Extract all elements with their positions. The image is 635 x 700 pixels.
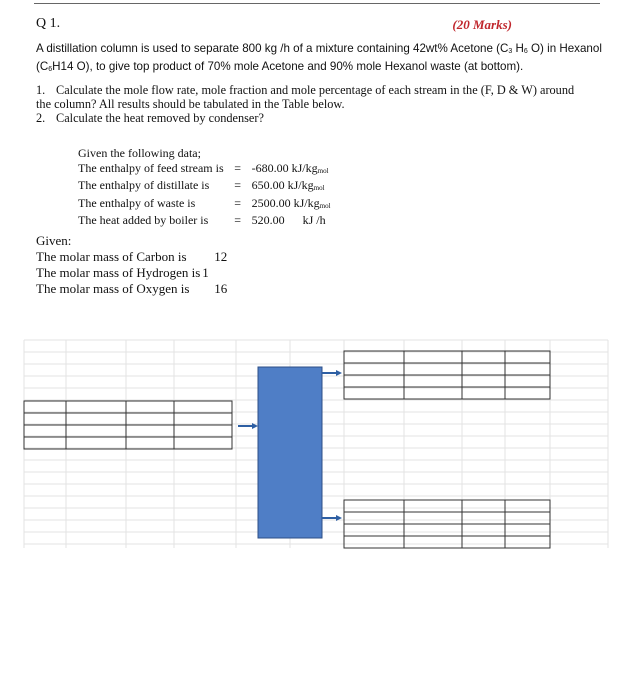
given-row: The enthalpy of distillate is = 650.00 $kJ/kg_{mol}$ [78, 178, 325, 192]
given-row: The enthalpy of waste is = 2500.00 $kJ/kg_{mol}$ [78, 195, 331, 210]
waste-stream-table [344, 500, 550, 548]
question-number: Q 1. [36, 16, 61, 31]
task-continuation: the column? All results should be tabulated in the Table below. [36, 97, 345, 111]
problem-statement: A distillation column is used to separate 800 kg /h of a mixture containing 42wt% Acetone ($C_3$ $H_6$ O) in Hexanol ($C_6H14$ O), to give top product of 70% mole Acetone and 90% mole Hexanol waste (at bottom). [36, 42, 602, 73]
distillate-stream-table [344, 351, 550, 399]
feed-stream-table [24, 401, 232, 449]
molar-mass-row: The molar mass of Hydrogen is 1 [36, 265, 209, 280]
given-row: The enthalpy of feed stream is = -680.00 $kJ/kg_{mol}$ [78, 160, 329, 175]
molar-mass-row: The molar mass of Carbon is 12 [36, 249, 228, 264]
molar-mass-row: The molar mass of Oxygen is 16 [36, 281, 228, 296]
marks-label: (20 Marks) [452, 17, 512, 32]
distillation-column [258, 367, 322, 538]
molar-mass-heading: Given: [36, 233, 72, 248]
given-row: The heat added by boiler is = 520.00 kJ /h [78, 213, 326, 227]
given-data-heading: Given the following data; [78, 146, 201, 160]
task-item: 2. Calculate the heat removed by condenser? [36, 111, 264, 125]
task-item: 1. Calculate the mole flow rate, mole fraction and mole percentage of each stream in the (F, D & W) around [36, 83, 575, 97]
distillate-arrow [322, 370, 342, 376]
